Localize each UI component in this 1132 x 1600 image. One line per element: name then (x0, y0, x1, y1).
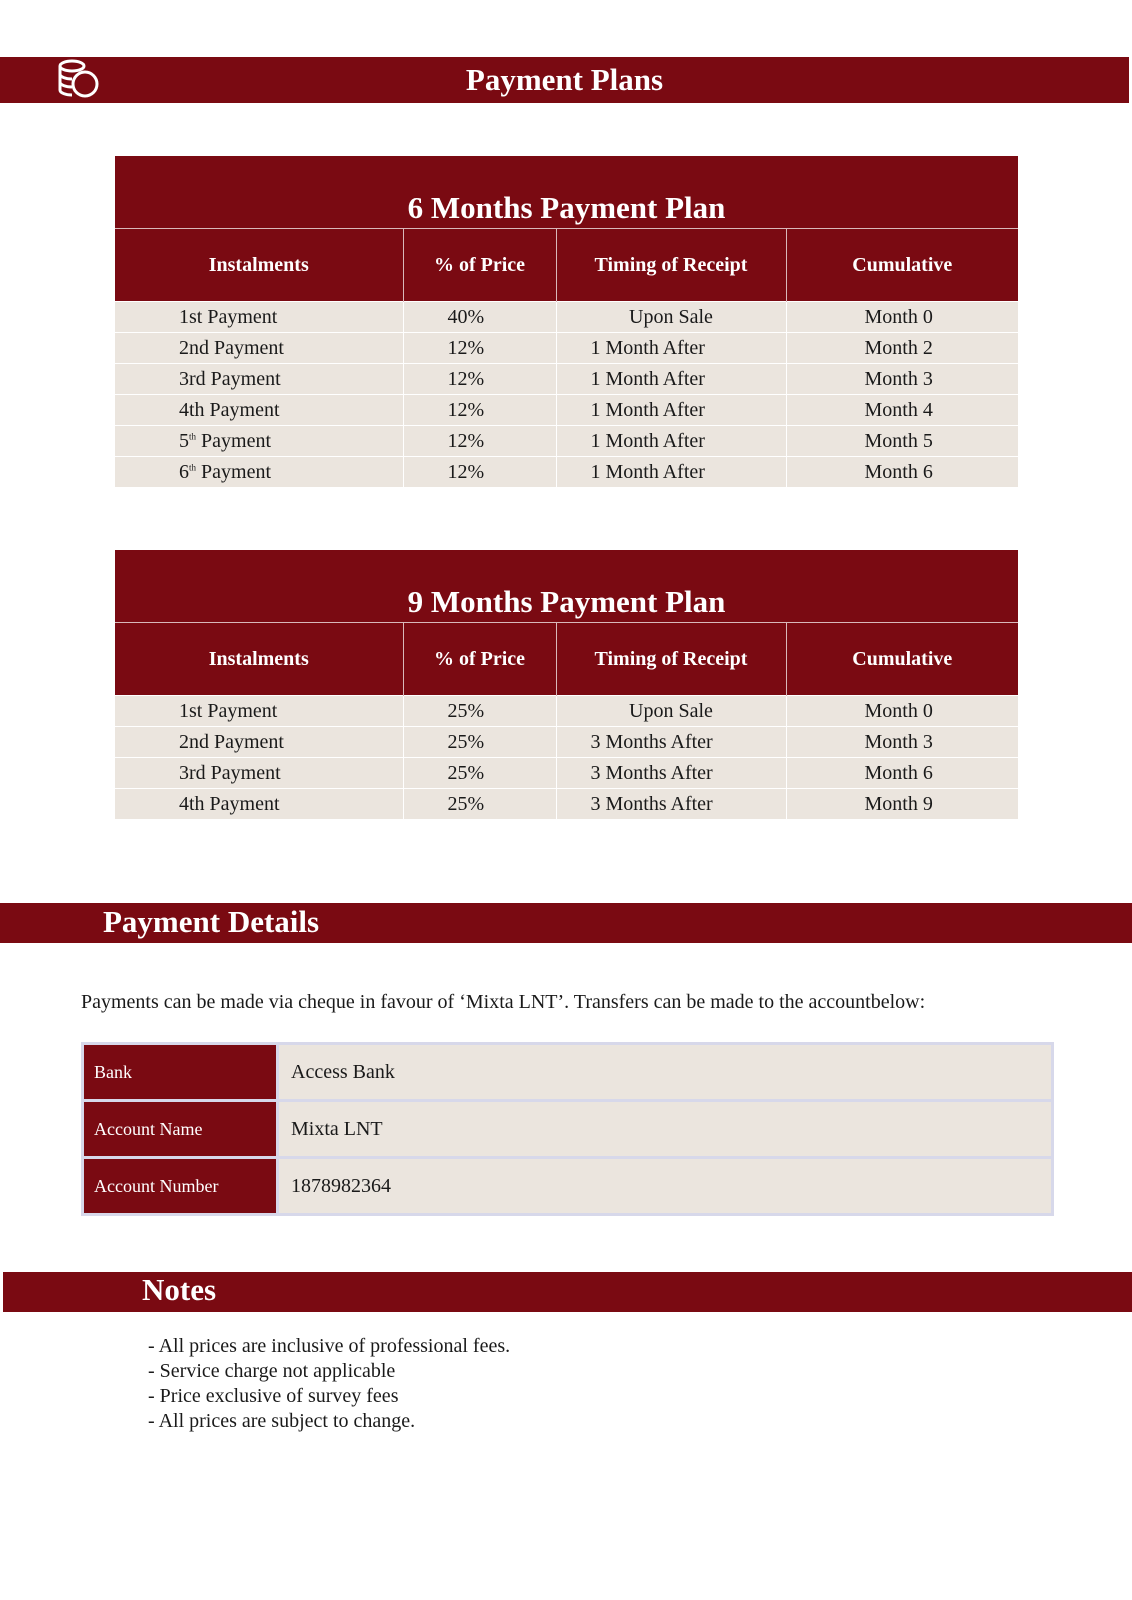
table-row (115, 364, 1018, 395)
details-title: Payment Details (103, 904, 320, 939)
table-row (115, 395, 1018, 426)
instalment-cell: 1st Payment (115, 302, 403, 333)
timing-cell: 1 Month After (556, 395, 786, 426)
column-header-cumulative: Cumulative (786, 623, 1018, 696)
timing-cell: Upon Sale (556, 696, 786, 727)
column-header-percent: % of Price (403, 229, 556, 302)
table-row (115, 457, 1018, 488)
cumulative-cell: Month 3 (786, 727, 1018, 758)
bank-details-table (81, 1042, 1054, 1216)
instalment-cell: 1st Payment (115, 696, 403, 727)
instalment-cell: 3rd Payment (115, 758, 403, 789)
instalment-number: 5 (179, 429, 189, 452)
instalment-cell (115, 426, 403, 457)
table-row (115, 789, 1018, 820)
percent-cell: 25% (403, 758, 556, 789)
column-header-timing: Timing of Receipt (556, 229, 786, 302)
instalment-suffix: th (189, 430, 197, 441)
cumulative-cell: Month 9 (786, 789, 1018, 820)
column-header-timing: Timing of Receipt (556, 623, 786, 696)
table-row (115, 696, 1018, 727)
column-header-instalments: Instalments (115, 229, 403, 302)
timing-cell: 1 Month After (556, 457, 786, 488)
plan-6-months (115, 156, 1018, 487)
table-row (115, 333, 1018, 364)
percent-cell: 25% (403, 727, 556, 758)
instalment-cell: 4th Payment (115, 395, 403, 426)
cumulative-cell: Month 3 (786, 364, 1018, 395)
percent-cell: 12% (403, 426, 556, 457)
bank-label: Bank (83, 1044, 278, 1101)
account-number-value: 1878982364 (278, 1158, 1053, 1215)
cumulative-cell: Month 0 (786, 302, 1018, 333)
column-header-cumulative: Cumulative (786, 229, 1018, 302)
account-number-row (83, 1158, 1053, 1215)
timing-cell: 1 Month After (556, 333, 786, 364)
plan-title: 9 Months Payment Plan (115, 550, 1018, 622)
cumulative-cell: Month 2 (786, 333, 1018, 364)
details-text: Payments can be made via cheque in favour of ‘Mixta LNT’. Transfers can be made to the accountbelow: (81, 991, 926, 1013)
account-name-label: Account Name (83, 1101, 278, 1158)
percent-cell: 25% (403, 696, 556, 727)
account-name-row (83, 1101, 1053, 1158)
plan-9-months (115, 550, 1018, 819)
percent-cell: 12% (403, 333, 556, 364)
timing-cell: 1 Month After (556, 364, 786, 395)
percent-cell: 40% (403, 302, 556, 333)
plan-title: 6 Months Payment Plan (115, 156, 1018, 228)
plan-table (115, 228, 1018, 487)
table-row (115, 727, 1018, 758)
notes-list (148, 1334, 510, 1434)
timing-cell: 3 Months After (556, 789, 786, 820)
cumulative-cell: Month 0 (786, 696, 1018, 727)
plan-table (115, 622, 1018, 819)
account-name-value: Mixta LNT (278, 1101, 1053, 1158)
percent-cell: 12% (403, 395, 556, 426)
table-row (115, 426, 1018, 457)
table-row (115, 302, 1018, 333)
cumulative-cell: Month 5 (786, 426, 1018, 457)
table-row (115, 758, 1018, 789)
timing-cell: Upon Sale (556, 302, 786, 333)
column-header-instalments: Instalments (115, 623, 403, 696)
instalment-word: Payment (201, 460, 272, 483)
notes-title: Notes (142, 1272, 217, 1307)
timing-cell: 3 Months After (556, 758, 786, 789)
table-header-row (115, 229, 1018, 302)
instalment-cell (115, 457, 403, 488)
list-item: - All prices are subject to change. (148, 1409, 510, 1434)
cumulative-cell: Month 4 (786, 395, 1018, 426)
page-title: Payment Plans (465, 62, 664, 97)
cumulative-cell: Month 6 (786, 758, 1018, 789)
timing-cell: 3 Months After (556, 727, 786, 758)
bank-row (83, 1044, 1053, 1101)
bank-value: Access Bank (278, 1044, 1053, 1101)
timing-cell: 1 Month After (556, 426, 786, 457)
list-item: - All prices are inclusive of professional fees. (148, 1334, 510, 1359)
instalment-number: 6 (179, 460, 189, 483)
instalment-cell: 2nd Payment (115, 727, 403, 758)
percent-cell: 25% (403, 789, 556, 820)
table-header-row (115, 623, 1018, 696)
list-item: - Service charge not applicable (148, 1359, 510, 1384)
account-number-label: Account Number (83, 1158, 278, 1215)
column-header-percent: % of Price (403, 623, 556, 696)
instalment-cell: 2nd Payment (115, 333, 403, 364)
cumulative-cell: Month 6 (786, 457, 1018, 488)
percent-cell: 12% (403, 457, 556, 488)
instalment-cell: 4th Payment (115, 789, 403, 820)
instalment-word: Payment (201, 429, 272, 452)
percent-cell: 12% (403, 364, 556, 395)
instalment-suffix: th (189, 461, 197, 472)
instalment-cell: 3rd Payment (115, 364, 403, 395)
list-item: - Price exclusive of survey fees (148, 1384, 510, 1409)
